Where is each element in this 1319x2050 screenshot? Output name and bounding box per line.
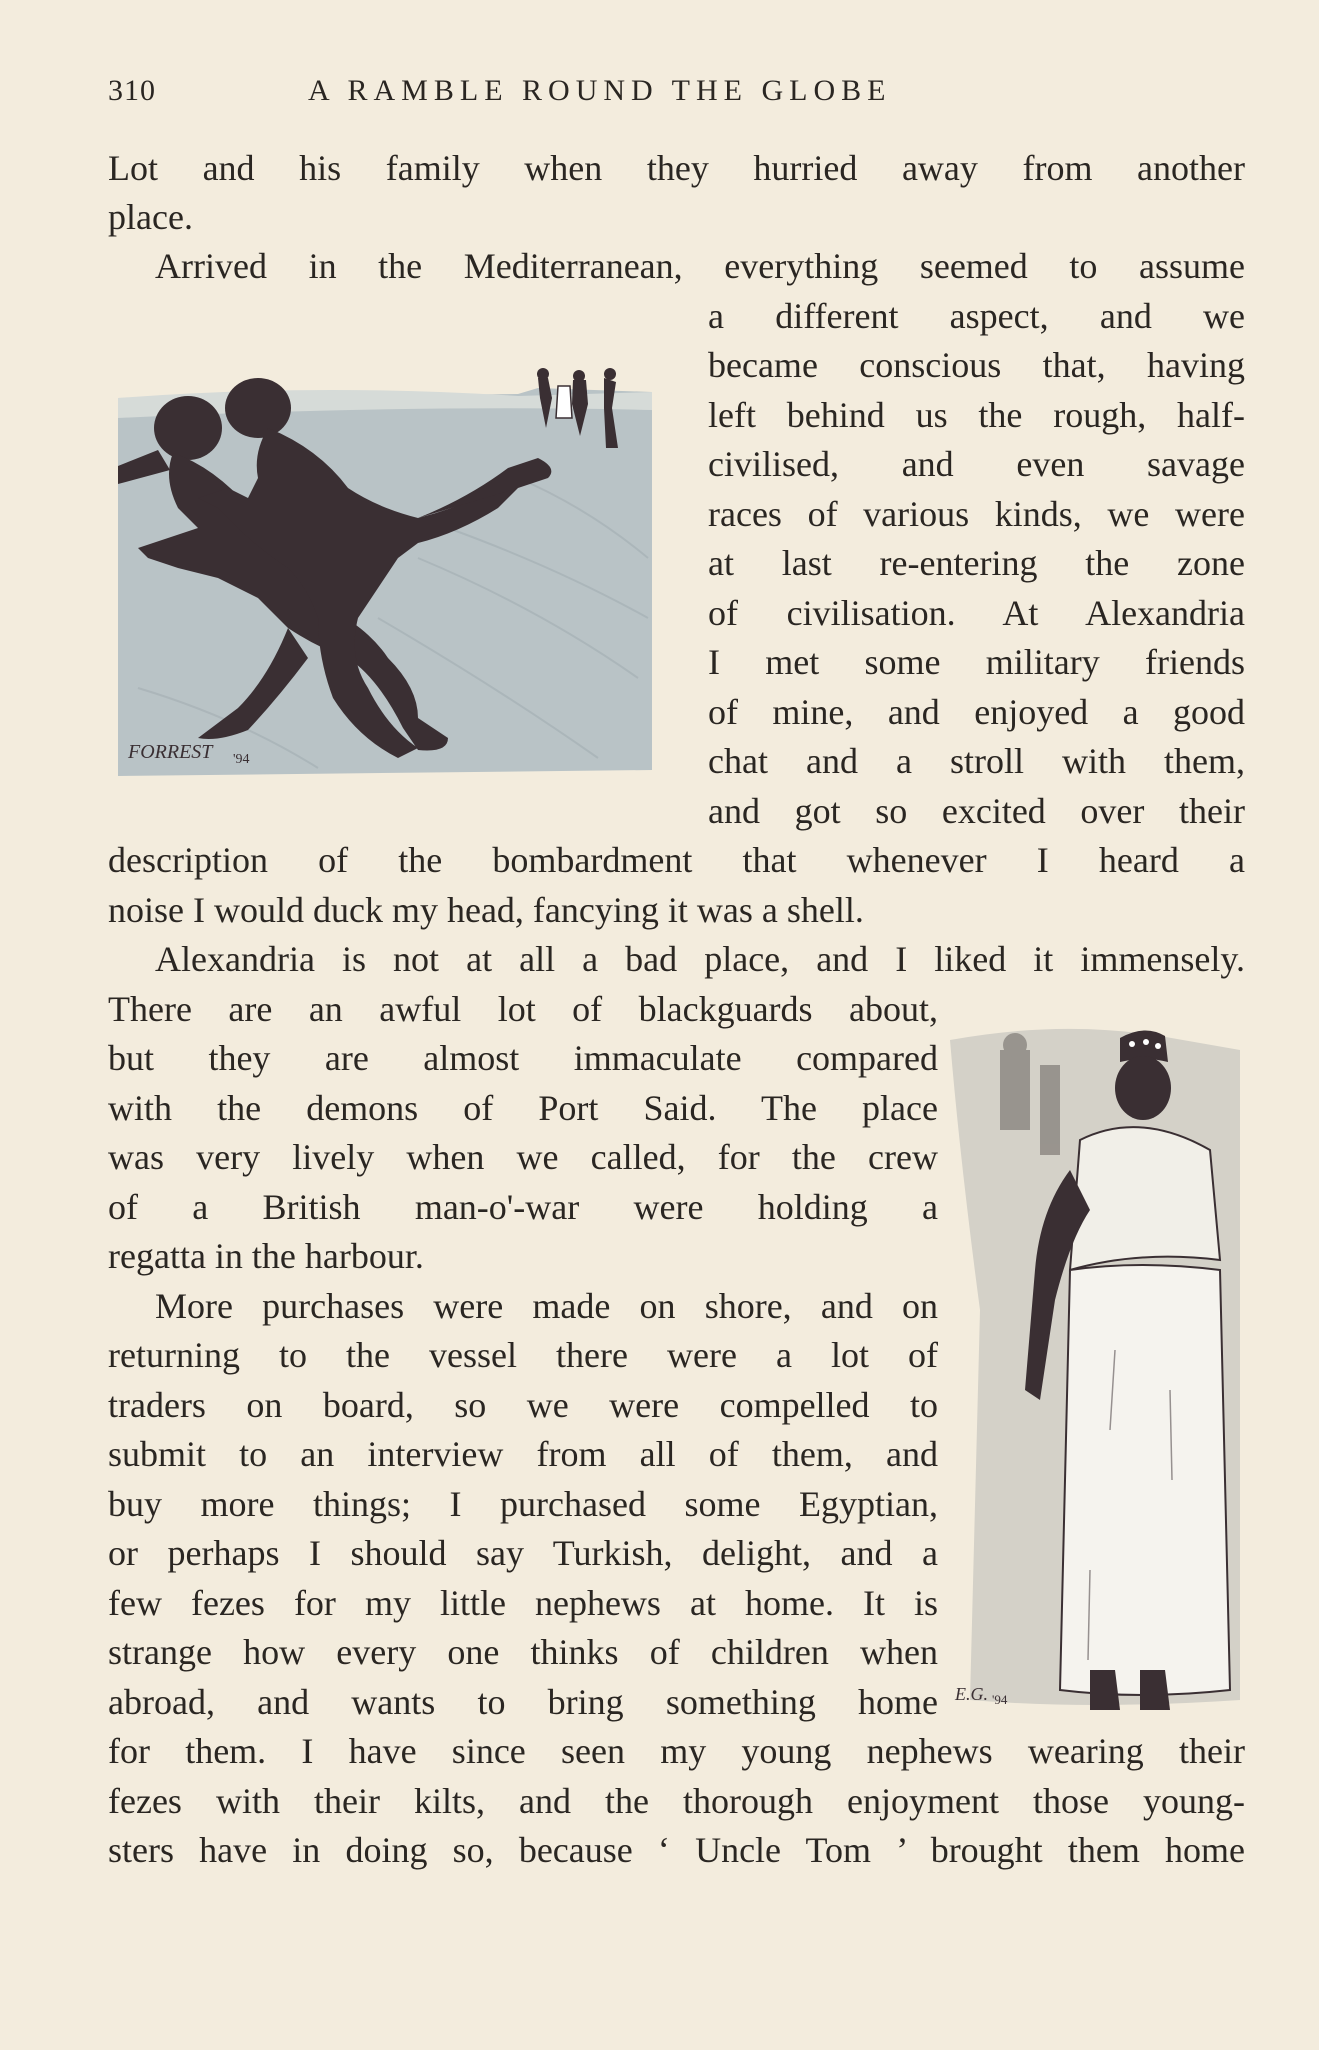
- text-line: Arrived in the Mediterranean, everything seemed to assume: [155, 246, 1245, 286]
- text-line: traders on board, so we were compelled to: [108, 1385, 938, 1425]
- text-line: left behind us the rough, half-: [708, 395, 1245, 435]
- text-line: a different aspect, and we: [708, 296, 1245, 336]
- text-line: of a British man-o'-war were holding a: [108, 1187, 938, 1227]
- illustration-runners: [118, 358, 652, 778]
- text-line: few fezes for my little nephews at home. It is: [108, 1583, 938, 1623]
- text-line: and got so excited over their: [708, 791, 1245, 831]
- text-line: of civilisation. At Alexandria: [708, 593, 1245, 633]
- artist-date: '94: [233, 752, 250, 767]
- artist-signature: FORREST: [128, 741, 213, 763]
- text-line: I met some military friends: [708, 642, 1245, 682]
- text-line: for them. I have since seen my young nephews wearing their: [108, 1731, 1245, 1771]
- text-line: civilised, and even savage: [708, 444, 1245, 484]
- text-line: with the demons of Port Said. The place: [108, 1088, 938, 1128]
- illustration-woman: [940, 1010, 1240, 1710]
- text-line: sters have in doing so, because ‘ Uncle Tom ’ brought them home: [108, 1830, 1245, 1870]
- text-line: chat and a stroll with them,: [708, 741, 1245, 781]
- text-line: regatta in the harbour.: [108, 1236, 424, 1276]
- artist-date: '94: [992, 1692, 1008, 1707]
- running-title: A RAMBLE ROUND THE GLOBE: [308, 74, 892, 107]
- text-line: races of various kinds, we were: [708, 494, 1245, 534]
- text-line: returning to the vessel there were a lot of: [108, 1335, 938, 1375]
- text-line: Lot and his family when they hurried away from another: [108, 148, 1245, 188]
- page-number: 310: [108, 74, 156, 107]
- runners-drawing: [118, 358, 652, 778]
- text-line: of mine, and enjoyed a good: [708, 692, 1245, 732]
- text-line: Alexandria is not at all a bad place, and I liked it immensely.: [155, 939, 1245, 979]
- text-line: buy more things; I purchased some Egyptian,: [108, 1484, 938, 1524]
- artist-signature: E.G.: [955, 1684, 988, 1704]
- text-line: description of the bombardment that whenever I heard a: [108, 840, 1245, 880]
- text-line: fezes with their kilts, and the thorough enjoyment those young-: [108, 1781, 1245, 1821]
- text-line: became conscious that, having: [708, 345, 1245, 385]
- text-line: submit to an interview from all of them, and: [108, 1434, 938, 1474]
- text-line: or perhaps I should say Turkish, delight, and a: [108, 1533, 938, 1573]
- text-line: but they are almost immaculate compared: [108, 1038, 938, 1078]
- text-line: More purchases were made on shore, and on: [155, 1286, 938, 1326]
- woman-drawing: [940, 1010, 1240, 1710]
- text-line: strange how every one thinks of children when: [108, 1632, 938, 1672]
- text-line: noise I would duck my head, fancying it was a shell.: [108, 890, 864, 930]
- text-line: place.: [108, 197, 193, 237]
- page-header: [108, 74, 1248, 114]
- text-line: There are an awful lot of blackguards about,: [108, 989, 938, 1029]
- text-line: was very lively when we called, for the crew: [108, 1137, 938, 1177]
- text-line: at last re-entering the zone: [708, 543, 1245, 583]
- text-line: abroad, and wants to bring something home: [108, 1682, 938, 1722]
